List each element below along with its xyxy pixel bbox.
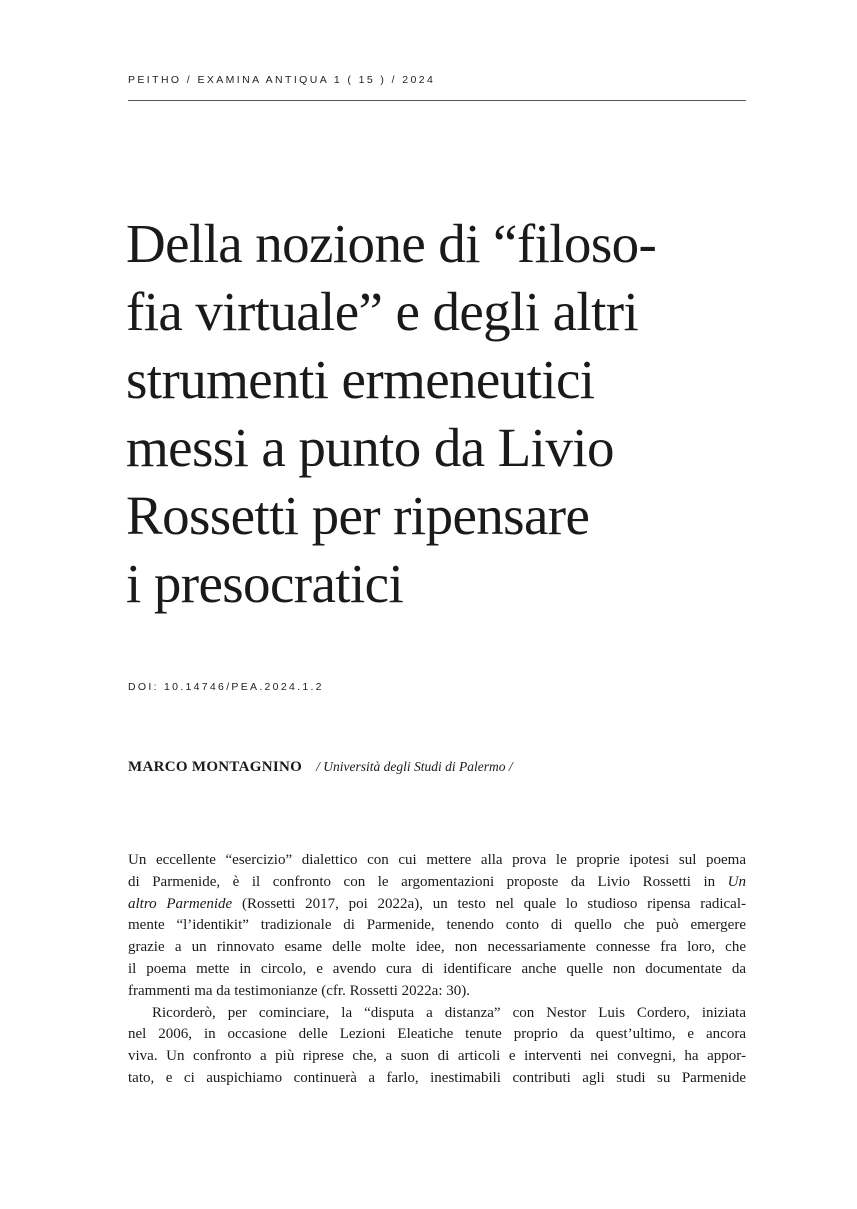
text-line: nel 2006, in occasione delle Lezioni Eleatiche tenute proprio da quest’ultimo, e ancora xyxy=(128,1026,746,1043)
text-line: mente “l’identikit” tradizionale di Parmenide, tenendo conto di quello che può emergere xyxy=(128,917,746,934)
title-line: Rossetti per ripensare xyxy=(126,485,590,546)
title-line: strumenti ermeneutici xyxy=(126,349,595,410)
author-affiliation: / Università degli Studi di Palermo / xyxy=(316,759,513,774)
text-line: il poema mette in circolo, e avendo cura di identificare anche quelle non documentate da xyxy=(128,960,746,977)
author-name: MARCO MONTAGNINO xyxy=(128,759,303,775)
title-line: i presocratici xyxy=(126,553,404,614)
text-line: tato, e ci auspichiamo continuerà a farlo, inestimabili contributi agli studi su Parmenide xyxy=(128,1069,746,1086)
italic-title: altro Parmenide xyxy=(128,895,233,912)
text-span: (Rossetti 2017, poi 2022a), un testo nel quale lo studioso ripensa radical- xyxy=(241,895,746,912)
italic-title: Un xyxy=(727,873,746,890)
text-line: frammenti ma da testimonianze (cfr. Rossetti 2022a: 30). xyxy=(128,982,470,999)
text-line: Un eccellente “esercizio” dialettico con cui mettere alla prova le proprie ipotesi sul poema xyxy=(128,852,746,868)
text-span: di Parmenide, è il confronto con le argomentazioni proposte da Livio Rossetti in xyxy=(128,873,716,890)
text-line: viva. Un confronto a più riprese che, a suon di articoli e interventi nei convegni, ha appor- xyxy=(128,1048,746,1065)
running-header: PEITHO / EXAMINA ANTIQUA 1 ( 15 ) / 2024 xyxy=(128,74,436,86)
text-line: Ricorderò, per cominciare, la “disputa a distanza” con Nestor Luis Cordero, iniziata xyxy=(152,1004,746,1021)
text-line xyxy=(128,872,746,894)
title-line: messi a punto da Livio xyxy=(126,417,614,478)
title-line: Della nozione di “filoso- xyxy=(126,213,657,274)
header-rule xyxy=(128,100,746,101)
article-title xyxy=(126,210,766,618)
title-line: fia virtuale” e degli altri xyxy=(126,281,639,342)
text-line: grazie a un rinnovato esame delle molte idee, non necessariamente connesse fra loro, che xyxy=(128,939,746,956)
body-text xyxy=(128,850,746,1090)
text-line xyxy=(128,894,746,916)
author-line xyxy=(128,758,513,776)
doi[interactable]: DOI: 10.14746/PEA.2024.1.2 xyxy=(128,681,324,693)
